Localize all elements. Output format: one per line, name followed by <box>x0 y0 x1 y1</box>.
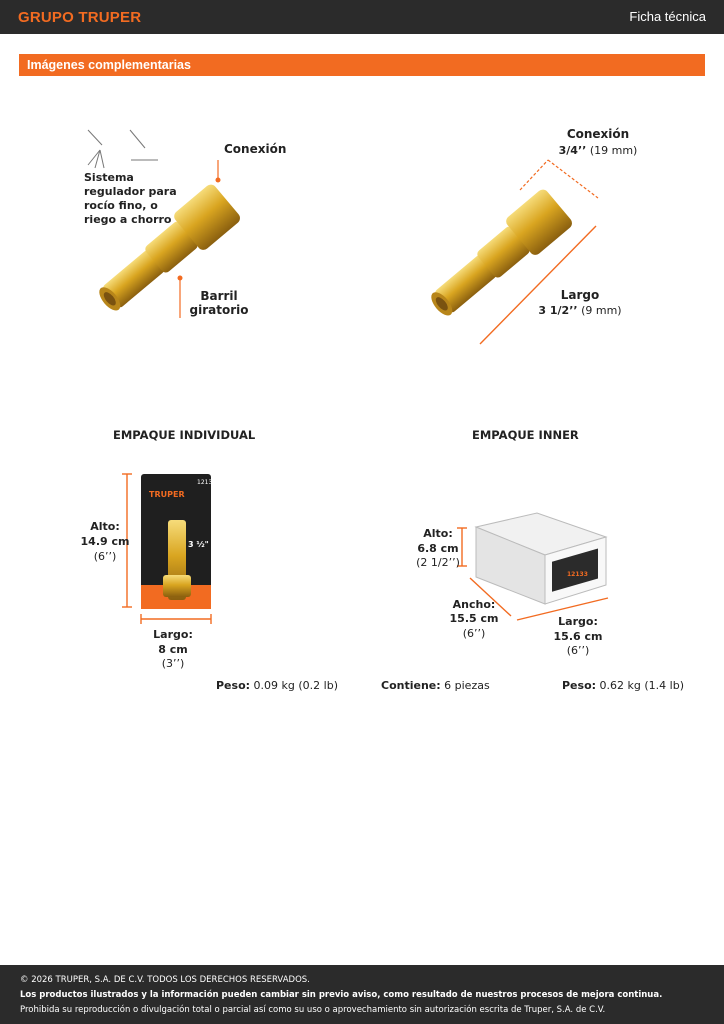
inner-height-label: Alto: <box>423 527 453 540</box>
connection-label-left: Conexión <box>224 142 287 156</box>
footer-notice: Los productos ilustrados y la información pueden cambiar sin previo aviso, como resultado de nuestros procesos de mejora continua. <box>20 990 663 1000</box>
inner-width-in: (6’’) <box>462 627 486 640</box>
individual-length-cm: 8 cm <box>158 643 188 656</box>
length-metric: (9 mm) <box>581 304 622 317</box>
length-size: 3 1/2’’ <box>538 304 578 317</box>
connection-label-right: Conexión <box>566 127 630 141</box>
footer <box>0 965 724 1024</box>
length-label-right: Largo <box>560 288 600 302</box>
inner-length-in: (6’’) <box>566 644 590 657</box>
doc-type-label: Ficha técnica <box>629 9 706 24</box>
footer-prohibition: Prohibida su reproducción o divulgación total o parcial así como su uso o aprovechamiento sin autorización escrita de Truper, S.A. de C.V. <box>20 1005 606 1015</box>
inner-width-label: Ancho: <box>452 598 496 611</box>
inner-width-cm: 15.5 cm <box>449 612 499 625</box>
card-brand: TRUPER <box>149 490 185 499</box>
inner-length-cm: 15.6 cm <box>553 630 603 643</box>
individual-height-cm: 14.9 cm <box>80 535 130 548</box>
individual-pack-heading: EMPAQUE INDIVIDUAL <box>113 428 256 442</box>
individual-length-label: Largo: <box>153 628 193 641</box>
inner-weight-value: 0.62 kg (1.4 lb) <box>599 679 684 692</box>
individual-height-label: Alto: <box>90 520 120 533</box>
barrel-label: Barril giratorio <box>189 289 249 317</box>
individual-weight-value: 0.09 kg (0.2 lb) <box>253 679 338 692</box>
inner-height-in: (2 1/2’’) <box>416 556 460 569</box>
inner-height-cm: 6.8 cm <box>417 542 459 555</box>
inner-contains-label: Contiene: <box>381 679 441 692</box>
section-title: Imágenes complementarias <box>27 58 191 72</box>
regulator-label: Sistema regulador para rocío fino, o riego a chorro <box>84 171 177 226</box>
connection-size: 3/4’’ <box>558 144 587 157</box>
box-code: 12133 <box>567 571 588 578</box>
individual-length-in: (3’’) <box>161 657 185 670</box>
inner-weight-label: Peso: <box>562 679 597 692</box>
card-size: 3 ½" <box>188 540 209 549</box>
footer-copyright: © 2026 TRUPER, S.A. DE C.V. TODOS LOS DERECHOS RESERVADOS. <box>20 975 310 985</box>
connection-metric: (19 mm) <box>589 144 638 157</box>
card-code: 12133 <box>197 479 217 486</box>
inner-contains-value: 6 piezas <box>444 679 490 692</box>
inner-length-label: Largo: <box>558 615 598 628</box>
inner-pack-heading: EMPAQUE INNER <box>472 428 579 442</box>
individual-height-in: (6’’) <box>93 550 117 563</box>
individual-weight-label: Peso: <box>216 679 251 692</box>
brand-logo: GRUPO TRUPER <box>18 9 142 26</box>
